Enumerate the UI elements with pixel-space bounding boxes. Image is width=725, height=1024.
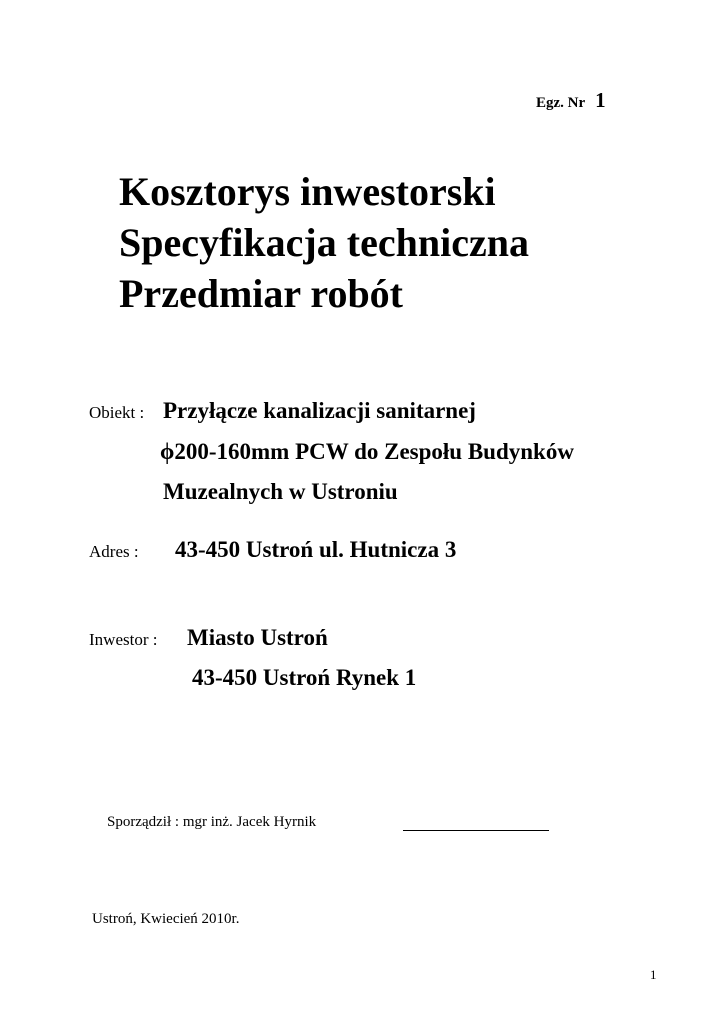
investor-line-2: 43-450 Ustroń Rynek 1 xyxy=(192,665,417,690)
title-bill-of-quantities: Przedmiar robót xyxy=(119,271,404,316)
investor-label: Inwestor : xyxy=(89,630,158,649)
copy-number xyxy=(536,88,606,113)
object-line-3: Muzealnych w Ustroniu xyxy=(163,479,398,504)
object-label: Obiekt : xyxy=(89,403,145,422)
address-value: 43-450 Ustroń ul. Hutnicza 3 xyxy=(175,537,457,562)
copy-number-value: 1 xyxy=(595,88,606,112)
title-technical-specification: Specyfikacja techniczna xyxy=(119,220,529,265)
place-date: Ustroń, Kwiecień 2010r. xyxy=(92,911,240,927)
signature-line xyxy=(403,830,549,831)
title-cost-estimate: Kosztorys inwestorski xyxy=(119,169,496,214)
object-line-2: ϕ200-160mm PCW do Zespołu Budynków xyxy=(160,439,574,464)
object-line-1: Przyłącze kanalizacji sanitarnej xyxy=(163,398,476,423)
investor-line-1: Miasto Ustroń xyxy=(187,625,328,650)
page-number: 1 xyxy=(650,967,657,982)
address-label: Adres : xyxy=(89,542,139,561)
prepared-by: Sporządził : mgr inż. Jacek Hyrnik xyxy=(107,814,317,830)
copy-number-label: Egz. Nr xyxy=(536,95,586,111)
